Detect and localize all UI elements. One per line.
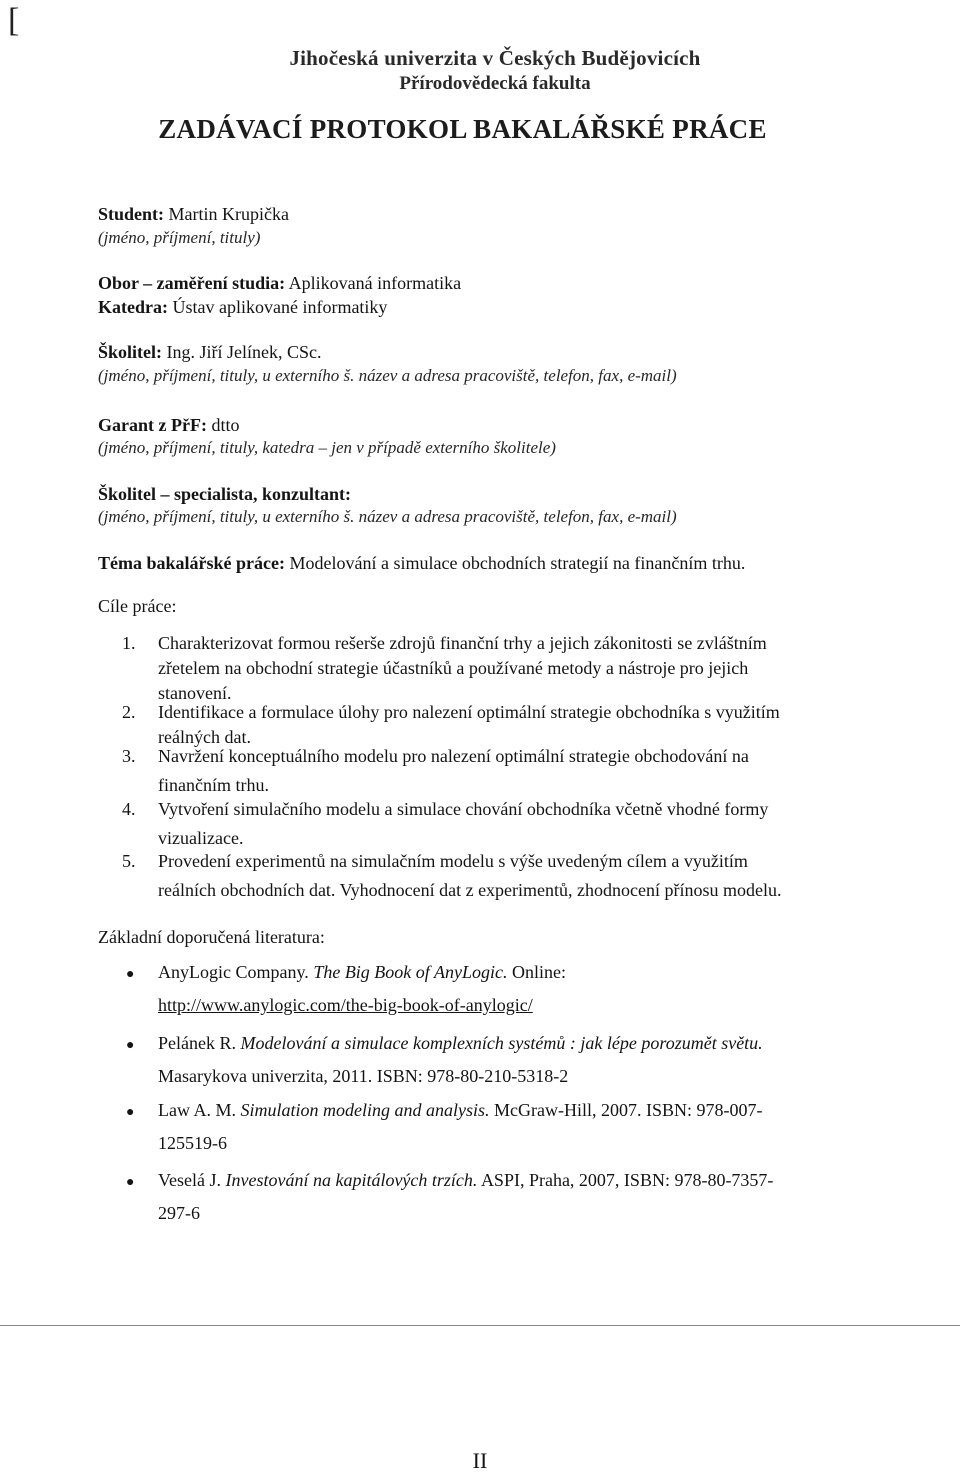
specialista-label: Školitel – specialista, konzultant: (98, 484, 352, 504)
garant-label: Garant z PřF: (98, 415, 207, 435)
obor-field (98, 272, 461, 295)
student-label: Student: (98, 204, 165, 224)
goal-text (158, 631, 838, 706)
obor-value: Aplikovaná informatika (288, 273, 462, 293)
obor-label: Obor – zaměření studia: (98, 273, 286, 293)
goal-number: 5. (122, 851, 136, 871)
goal-number: 3. (122, 746, 136, 766)
goal-text (158, 797, 838, 851)
tema-field (98, 552, 745, 575)
literature-details-line2: 125519-6 (158, 1133, 227, 1153)
goal-text (158, 700, 838, 750)
header (0, 46, 960, 95)
corner-mark: [ (8, 2, 20, 39)
goal-line: reálních obchodních dat. Vyhodnocení dat z experimentů, zhodnocení přínosu modelu. (158, 880, 782, 900)
literature-text (158, 1164, 838, 1230)
katedra-value: Ústav aplikované informatiky (172, 297, 388, 317)
literature-title: The Big Book of AnyLogic. (313, 962, 508, 982)
literature-details: ASPI, Praha, 2007, ISBN: 978-80-7357- (480, 1170, 774, 1190)
goal-line: stanovení. (158, 683, 232, 703)
literature-author: Veselá J. (158, 1170, 221, 1190)
specialista-field (98, 483, 351, 506)
literature-author: Law A. M. (158, 1100, 236, 1120)
specialista-hint: (jméno, příjmení, tituly, u externího š. název a adresa pracoviště, telefon, fax, e-mail) (98, 507, 677, 526)
skolitel-hint: (jméno, příjmení, tituly, u externího š. název a adresa pracoviště, telefon, fax, e-mail) (98, 366, 677, 385)
katedra-label: Katedra: (98, 297, 168, 317)
literature-url-link[interactable]: http://www.anylogic.com/the-big-book-of-anylogic/ (158, 995, 533, 1015)
literature-text (158, 1027, 838, 1093)
university-name: Jihočeská univerzita v Českých Budějovicích (289, 46, 701, 70)
bullet-icon: ● (126, 1175, 135, 1190)
goal-line: Provedení experimentů na simulačním modelu s výše uvedeným cílem a využitím (158, 851, 748, 871)
skolitel-field (98, 341, 322, 364)
bullet-icon: ● (126, 967, 135, 982)
goals-label: Cíle práce: (98, 596, 177, 616)
katedra-field (98, 296, 387, 319)
bullet-icon: ● (126, 1105, 135, 1120)
literature-details-line2: 297-6 (158, 1203, 200, 1223)
goal-line: reálných dat. (158, 727, 251, 747)
goal-text (158, 744, 838, 798)
literature-title: Investování na kapitálových trzích. (225, 1170, 478, 1190)
literature-details: Online: (511, 962, 566, 982)
goal-line: zřetelem na obchodní strategie účastníků a používané metody a nástroje pro jejich (158, 658, 749, 678)
literature-title: Simulation modeling and analysis. (240, 1100, 490, 1120)
skolitel-value: Ing. Jiří Jelínek, CSc. (166, 342, 322, 362)
page-number: II (472, 1448, 488, 1473)
skolitel-label: Školitel: (98, 342, 163, 362)
goal-number: 1. (122, 633, 136, 653)
literature-text (158, 1094, 838, 1160)
literature-title: Modelování a simulace komplexních systémů : jak lépe porozumět světu. (240, 1033, 763, 1053)
literature-details-line2: Masarykova univerzita, 2011. ISBN: 978-80-210-5318-2 (158, 1066, 569, 1086)
literature-author: Pelánek R. (158, 1033, 236, 1053)
faculty-name: Přírodovědecká fakulta (399, 73, 591, 94)
document-title: ZADÁVACÍ PROTOKOL BAKALÁŘSKÉ PRÁCE (158, 114, 767, 144)
student-field (98, 203, 289, 226)
goal-line: Charakterizovat formou rešerše zdrojů finanční trhy a jejich zákonitosti se zvláštním (158, 633, 767, 653)
divider (0, 1325, 960, 1326)
goal-line: finančním trhu. (158, 775, 269, 795)
goal-number: 4. (122, 799, 136, 819)
goal-line: vizualizace. (158, 828, 244, 848)
literature-label: Základní doporučená literatura: (98, 927, 325, 947)
goal-text (158, 849, 838, 903)
goal-line: Navržení konceptuálního modelu pro nalezení optimální strategie obchodování na (158, 746, 749, 766)
student-hint: (jméno, příjmení, tituly) (98, 228, 261, 247)
garant-value: dtto (211, 415, 240, 435)
goal-line: Vytvoření simulačního modelu a simulace chování obchodníka včetně vhodné formy (158, 799, 769, 819)
goal-number: 2. (122, 702, 136, 722)
literature-text (158, 956, 838, 1022)
tema-label: Téma bakalářské práce: (98, 553, 285, 573)
student-value: Martin Krupička (168, 204, 289, 224)
literature-author: AnyLogic Company. (158, 962, 309, 982)
garant-field (98, 414, 239, 437)
literature-details: McGraw-Hill, 2007. ISBN: 978-007- (494, 1100, 763, 1120)
tema-value: Modelování a simulace obchodních strategií na finančním trhu. (289, 553, 746, 573)
goal-line: Identifikace a formulace úlohy pro nalezení optimální strategie obchodníka s využitím (158, 702, 780, 722)
garant-hint: (jméno, příjmení, tituly, katedra – jen v případě externího školitele) (98, 438, 556, 457)
bullet-icon: ● (126, 1038, 135, 1053)
